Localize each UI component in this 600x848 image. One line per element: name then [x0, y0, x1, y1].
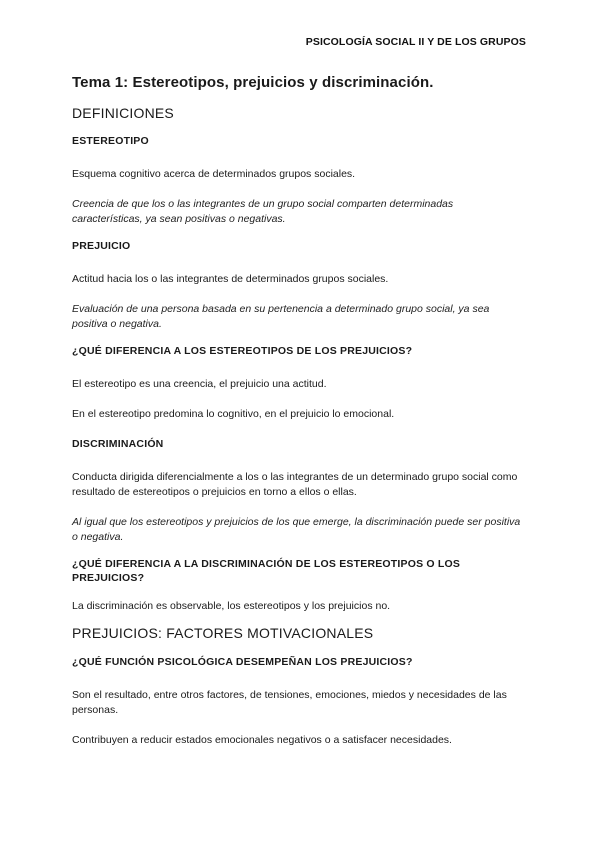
estereotipo-heading: ESTEREOTIPO	[72, 135, 149, 147]
discriminacion-italic: Al igual que los estereotipos y prejuicios de los que emerge, la discriminación puede ser positiva o negativa.	[72, 516, 521, 543]
estereotipo-text: Esquema cognitivo acerca de determinados grupos sociales.	[72, 168, 356, 180]
prejuicio-italic: Evaluación de una persona basada en su pertenencia a determinado grupo social, ya sea positiva o negativa.	[72, 303, 490, 330]
diferencia-text-1: El estereotipo es una creencia, el prejuicio una actitud.	[72, 378, 327, 390]
discriminacion-text: Conducta dirigida diferencialmente a los o las integrantes de un determinado grupo social como resultado de estereotipos o prejuicios en torno a ellos o ellas.	[72, 471, 518, 498]
section-factores-heading: PREJUICIOS: FACTORES MOTIVACIONALES	[72, 625, 374, 641]
page-header: PSICOLOGÍA SOCIAL II Y DE LOS GRUPOS	[305, 36, 526, 48]
diferencia-discriminacion-heading: ¿QUÉ DIFERENCIA A LA DISCRIMINACIÓN DE LOS ESTEREOTIPOS O LOS PREJUICIOS?	[72, 558, 461, 584]
document-content	[72, 74, 522, 763]
estereotipo-italic: Creencia de que los o las integrantes de un grupo social comparten determinadas características, ya sean positivas o negativas.	[72, 198, 454, 225]
diferencia-discriminacion-text: La discriminación es observable, los estereotipos y los prejuicios no.	[72, 600, 391, 612]
prejuicio-text: Actitud hacia los o las integrantes de determinados grupos sociales.	[72, 273, 389, 285]
diferencia-text-2: En el estereotipo predomina lo cognitivo, en el prejuicio lo emocional.	[72, 408, 395, 420]
funcion-heading: ¿QUÉ FUNCIÓN PSICOLÓGICA DESEMPEÑAN LOS PREJUICIOS?	[72, 656, 413, 668]
diferencia-estereotipos-prejuicios-heading: ¿QUÉ DIFERENCIA A LOS ESTEREOTIPOS DE LOS PREJUICIOS?	[72, 345, 413, 357]
funcion-text-2: Contribuyen a reducir estados emocionales negativos o a satisfacer necesidades.	[72, 734, 452, 746]
discriminacion-heading: DISCRIMINACIÓN	[72, 438, 164, 450]
funcion-text-1: Son el resultado, entre otros factores, de tensiones, emociones, miedos y necesidades de las personas.	[72, 689, 507, 716]
section-definiciones-heading: DEFINICIONES	[72, 105, 174, 121]
prejuicio-heading: PREJUICIO	[72, 240, 131, 252]
page-title: Tema 1: Estereotipos, prejuicios y discriminación.	[72, 74, 434, 91]
